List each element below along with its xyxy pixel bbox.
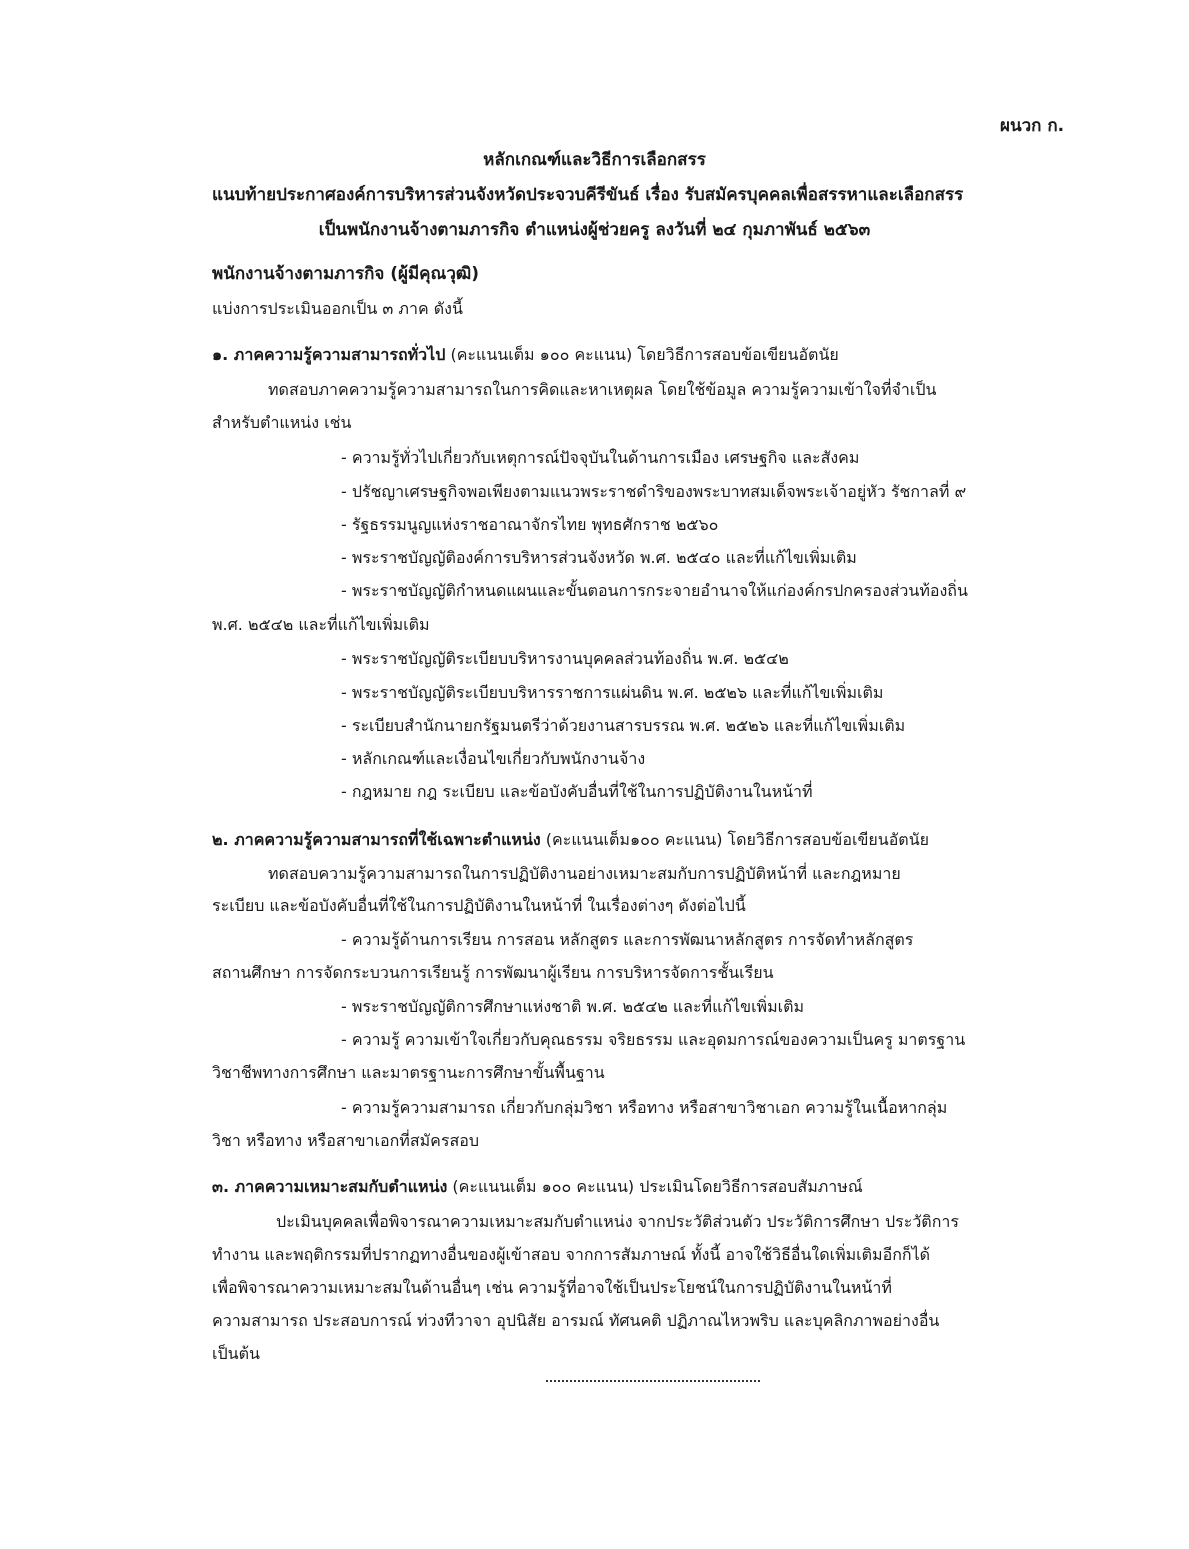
section1-title: ๑. ภาคความรู้ความสามารถทั่วไป bbox=[212, 345, 446, 364]
section1-desc-line2: สำหรับตำแหน่ง เช่น bbox=[212, 413, 352, 432]
section2-item: - ความรู้ ความเข้าใจเกี่ยวกับคุณธรรม จริยธรรม และอุดมการณ์ของความเป็นครู มาตรฐาน bbox=[341, 1030, 966, 1049]
section1-item: - พระราชบัญญัติระเบียบบริหารราชการแผ่นดิน พ.ศ. ๒๕๒๖ และที่แก้ไขเพิ่มเติม bbox=[341, 683, 884, 702]
title-line-3: เป็นพนักงานจ้างตามภารกิจ ตำแหน่งผู้ช่วยครู ลงวันที่ ๒๔ กุมภาพันธ์ ๒๕๖๓ bbox=[318, 220, 871, 240]
section1-item: - พระราชบัญญัติกำหนดแผนและขั้นตอนการกระจายอำนาจให้แก่องค์กรปกครองส่วนท้องถิ่น bbox=[341, 581, 968, 600]
section3-line: เป็นต้น bbox=[212, 1344, 260, 1363]
section2-item: - ความรู้ด้านการเรียน การสอน หลักสูตร และการพัฒนาหลักสูตร การจัดทำหลักสูตร bbox=[341, 930, 914, 949]
section2-desc-line2: ระเบียบ และข้อบังคับอื่นที่ใช้ในการปฏิบัติงานในหน้าที่ ในเรื่องต่างๆ ดังต่อไปนี้ bbox=[212, 896, 746, 915]
section3-title: ๓. ภาคความเหมาะสมกับตำแหน่ง bbox=[212, 1177, 448, 1196]
annex-label: ผนวก ก. bbox=[1000, 116, 1065, 136]
section1-heading-rest: (คะแนนเต็ม ๑๐๐ คะแนน) โดยวิธีการสอบข้อเขียนอัตนัย bbox=[445, 345, 839, 364]
section2-desc-line1: ทดสอบความรู้ความสามารถในการปฏิบัติงานอย่างเหมาะสมกับการปฏิบัติหน้าที่ และกฎหมาย bbox=[268, 864, 901, 883]
section1-item: - ความรู้ทั่วไปเกี่ยวกับเหตุการณ์ปัจจุบันในด้านการเมือง เศรษฐกิจ และสังคม bbox=[341, 448, 860, 467]
section3-line: ทำงาน และพฤติกรรมที่ปรากฏทางอื่นของผู้เข้าสอบ จากการสัมภาษณ์ ทั้งนี้ อาจใช้วิธีอื่นใดเพิ่มเติมอีกก็ได้ bbox=[212, 1245, 930, 1264]
section1-item: - กฎหมาย กฎ ระเบียบ และข้อบังคับอื่นที่ใช้ในการปฏิบัติงานในหน้าที่ bbox=[341, 782, 813, 801]
title-line-1: หลักเกณฑ์และวิธีการเลือกสรร bbox=[483, 150, 706, 170]
section3-heading bbox=[212, 1175, 863, 1199]
section2-heading bbox=[212, 828, 929, 852]
section1-item: - พระราชบัญญัติองค์การบริหารส่วนจังหวัด พ.ศ. ๒๕๔๐ และที่แก้ไขเพิ่มเติม bbox=[341, 548, 857, 567]
section3-line: ความสามารถ ประสอบการณ์ ท่วงทีวาจา อุปนิสัย อารมณ์ ทัศนคติ ปฏิภาณไหวพริบ และบุคลิกภาพอย่างอื่น bbox=[212, 1311, 940, 1330]
section2-item-continuation: วิชาชีพทางการศึกษา และมาตรฐานะการศึกษาขั้นพื้นฐาน bbox=[212, 1063, 605, 1082]
section1-item: - ระเบียบสำนักนายกรัฐมนตรีว่าด้วยงานสารบรรณ พ.ศ. ๒๕๒๖ และที่แก้ไขเพิ่มเติม bbox=[341, 716, 906, 735]
section2-item-continuation: สถานศึกษา การจัดกระบวนการเรียนรู้ การพัฒนาผู้เรียน การบริหารจัดการชั้นเรียน bbox=[212, 963, 774, 982]
section3-heading-rest: (คะแนนเต็ม ๑๐๐ คะแนน) ประเมินโดยวิธีการสอบสัมภาษณ์ bbox=[447, 1177, 863, 1196]
title-line-2: แนบท้ายประกาศองค์การบริหารส่วนจังหวัดประจวบคีรีขันธ์ เรื่อง รับสมัครบุคคลเพื่อสรรหาและเลือกสรร bbox=[212, 185, 964, 205]
end-dotted-line bbox=[546, 1380, 760, 1382]
section1-item: - พระราชบัญญัติระเบียบบริหารงานบุคคลส่วนท้องถิ่น พ.ศ. ๒๕๔๒ bbox=[341, 649, 789, 668]
section2-item: - พระราชบัญญัติการศึกษาแห่งชาติ พ.ศ. ๒๕๔๒ และที่แก้ไขเพิ่มเติม bbox=[341, 997, 805, 1016]
intro-text: แบ่งการประเมินออกเป็น ๓ ภาค ดังนี้ bbox=[212, 299, 463, 318]
section2-heading-rest: (คะแนนเต็ม๑๐๐ คะแนน) โดยวิธีการสอบข้อเขียนอัตนัย bbox=[540, 830, 930, 849]
section2-item: - ความรู้ความสามารถ เกี่ยวกับกลุ่มวิชา หรือทาง หรือสาขาวิชาเอก ความรู้ในเนื้อหากลุ่ม bbox=[341, 1098, 948, 1117]
section3-line: ปะเมินบุคคลเพื่อพิจารณาความเหมาะสมกับตำแหน่ง จากประวัติส่วนตัว ประวัติการศึกษา ประวัติการ bbox=[276, 1212, 959, 1231]
section1-item: - รัฐธรรมนูญแห่งราชอาณาจักรไทย พุทธศักราช ๒๕๖๐ bbox=[341, 515, 719, 534]
section1-item: - หลักเกณฑ์และเงื่อนไขเกี่ยวกับพนักงานจ้าง bbox=[341, 749, 646, 768]
section2-title: ๒. ภาคความรู้ความสามารถที่ใช้เฉพาะตำแหน่ง bbox=[212, 830, 541, 849]
section1-heading bbox=[212, 343, 839, 367]
section2-item-continuation: วิชา หรือทาง หรือสาขาเอกที่สมัครสอบ bbox=[212, 1131, 479, 1150]
category-heading: พนักงานจ้างตามภารกิจ (ผู้มีคุณวุฒิ) bbox=[212, 264, 479, 284]
section3-line: เพื่อพิจารณาความเหมาะสมในด้านอื่นๆ เช่น ความรู้ที่อาจใช้เป็นประโยชน์ในการปฏิบัติงานในหน้าที่ bbox=[212, 1278, 892, 1297]
section1-item-continuation: พ.ศ. ๒๕๔๒ และที่แก้ไขเพิ่มเติม bbox=[212, 615, 430, 634]
section1-desc-line1: ทดสอบภาคความรู้ความสามารถในการคิดและหาเหตุผล โดยใช้ข้อมูล ความรู้ความเข้าใจที่จำเป็น bbox=[268, 380, 937, 399]
section1-item: - ปรัชญาเศรษฐกิจพอเพียงตามแนวพระราชดำริของพระบาทสมเด็จพระเจ้าอยู่หัว รัชกาลที่ ๙ bbox=[341, 482, 967, 501]
